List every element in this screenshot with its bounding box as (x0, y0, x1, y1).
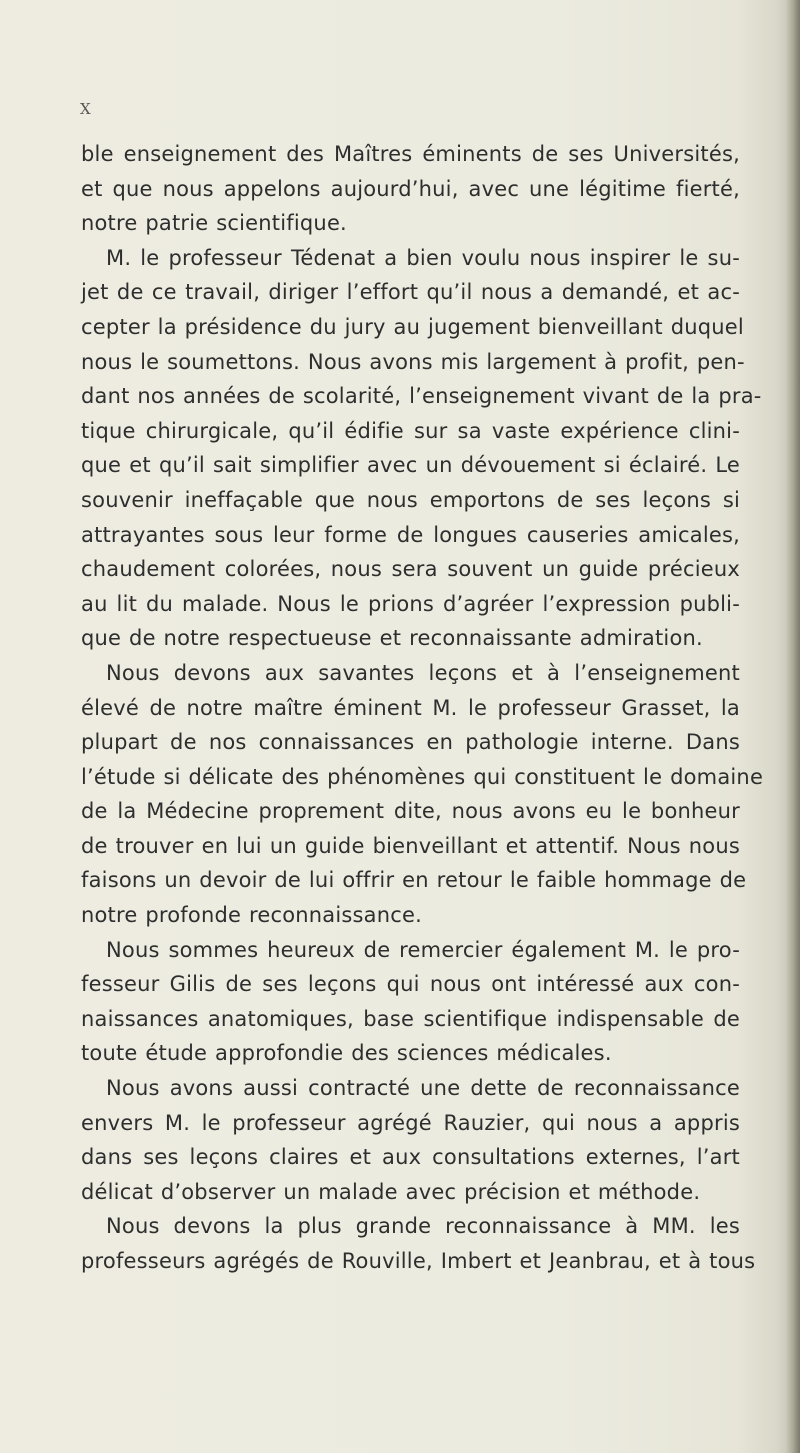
text-line: naissances anatomiques, base scientifique indispensable de (81, 1006, 740, 1031)
page-edge-shadow (786, 0, 800, 1453)
text-line: et que nous appelons aujourd’hui, avec une légitime fierté, (81, 176, 740, 201)
text-line: ble enseignement des Maîtres éminents de ses Universités, (81, 142, 740, 166)
text-line: dant nos années de scolarité, l’enseignement vivant de la pra- (81, 384, 762, 409)
text-line: l’étude si délicate des phénomènes qui constituent le domaine (81, 764, 764, 789)
text-line: délicat d’observer un malade avec précision et méthode. (81, 1179, 701, 1204)
text-line: plupart de nos connaissances en pathologie interne. Dans (81, 730, 740, 755)
paragraph-start: Nous devons la plus grande reconnaissance à MM. les (106, 1214, 740, 1239)
paragraph-start: Nous devons aux savantes leçons et à l’enseignement (106, 660, 740, 685)
text-line: de la Médecine proprement dite, nous avons eu le bonheur (81, 799, 740, 824)
text-line: attrayantes sous leur forme de longues causeries amicales, (81, 522, 740, 547)
text-line: que de notre respectueuse et reconnaissante admiration. (81, 626, 703, 651)
text-line: notre profonde reconnaissance. (81, 903, 422, 928)
text-line: que et qu’il sait simplifier avec un dévouement si éclairé. Le (81, 453, 740, 478)
text-line: jet de ce travail, diriger l’effort qu’il nous a demandé, et ac- (81, 280, 740, 305)
paragraph-start: Nous avons aussi contracté une dette de reconnaissance (106, 1076, 740, 1101)
text-line: envers M. le professeur agrégé Rauzier, qui nous a appris (81, 1110, 740, 1135)
text-line: dans ses leçons claires et aux consultations externes, l’art (81, 1145, 740, 1170)
text-line: faisons un devoir de lui offrir en retour le faible hommage de (81, 868, 747, 893)
text-line: toute étude approfondie des sciences médicales. (81, 1041, 612, 1066)
text-line: au lit du malade. Nous le prions d’agréer l’expression publi- (81, 591, 740, 616)
body-text (81, 137, 764, 1279)
text-line: nous le soumettons. Nous avons mis largement à profit, pen- (81, 349, 745, 374)
page-number: X (80, 100, 92, 118)
text-line: de trouver en lui un guide bienveillant et attentif. Nous nous (81, 833, 740, 858)
text-line: professeurs agrégés de Rouville, Imbert et Jeanbrau, et à tous (81, 1249, 756, 1273)
text-line: cepter la présidence du jury au jugement bienveillant duquel (81, 314, 744, 339)
text-line: chaudement colorées, nous sera souvent un guide précieux (81, 557, 740, 582)
text-line: souvenir ineffaçable que nous emportons de ses leçons si (81, 487, 740, 512)
paragraph-start: M. le professeur Tédenat a bien voulu nous inspirer le su- (106, 245, 740, 270)
text-line: fesseur Gilis de ses leçons qui nous ont intéressé aux con- (81, 972, 740, 997)
paragraph-start: Nous sommes heureux de remercier également M. le pro- (106, 937, 740, 962)
text-line: élevé de notre maître éminent M. le professeur Grasset, la (81, 695, 740, 720)
text-line: tique chirurgicale, qu’il édifie sur sa vaste expérience clini- (81, 418, 740, 443)
text-line: notre patrie scientifique. (81, 211, 347, 236)
